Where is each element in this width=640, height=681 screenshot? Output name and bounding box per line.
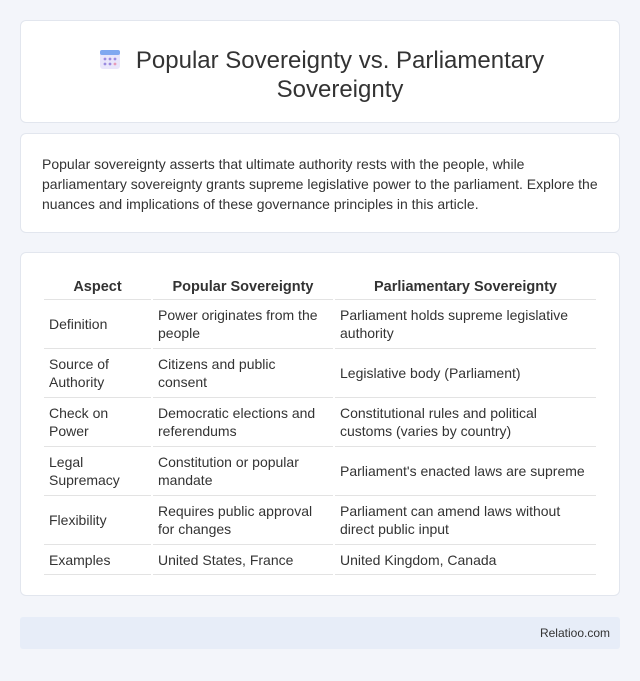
table-cell: Parliament can amend laws without direct public input bbox=[335, 496, 596, 545]
table-row bbox=[44, 349, 596, 398]
comparison-card bbox=[20, 252, 620, 596]
comparison-table bbox=[42, 275, 598, 575]
column-header: Popular Sovereignty bbox=[153, 275, 333, 300]
table-cell: Parliament holds supreme legislative authority bbox=[335, 300, 596, 349]
table-cell: Parliament's enacted laws are supreme bbox=[335, 447, 596, 496]
footer-brand: Relatioo.com bbox=[539, 626, 610, 640]
table-cell: United Kingdom, Canada bbox=[335, 545, 596, 575]
table-row bbox=[44, 545, 596, 575]
intro-text: Popular sovereignty asserts that ultimate authority rests with the people, while parliamentary sovereignty grants supreme legislative power to the parliament. Explore the nuances and implications of these governance principles in this article. bbox=[42, 156, 598, 212]
table-cell: Constitution or popular mandate bbox=[153, 447, 333, 496]
intro-card bbox=[20, 133, 620, 233]
column-header: Aspect bbox=[44, 275, 151, 300]
table-row bbox=[44, 496, 596, 545]
table-cell: Check on Power bbox=[44, 398, 151, 447]
table-header-row bbox=[44, 275, 596, 300]
table-cell: Flexibility bbox=[44, 496, 151, 545]
table-cell: Requires public approval for changes bbox=[153, 496, 333, 545]
table-cell: Democratic elections and referendums bbox=[153, 398, 333, 447]
column-header: Parliamentary Sovereignty bbox=[335, 275, 596, 300]
page-title: Popular Sovereignty vs. Parliamentary Sovereignty bbox=[135, 47, 545, 103]
table-cell: Legislative body (Parliament) bbox=[335, 349, 596, 398]
table-cell: Constitutional rules and political customs (varies by country) bbox=[335, 398, 596, 447]
table-row bbox=[44, 398, 596, 447]
title-card bbox=[20, 20, 620, 123]
table-cell: Power originates from the people bbox=[153, 300, 333, 349]
table-cell: Citizens and public consent bbox=[153, 349, 333, 398]
table-cell: Examples bbox=[44, 545, 151, 575]
table-cell: Source of Authority bbox=[44, 349, 151, 398]
table-row bbox=[44, 300, 596, 349]
table-cell: Legal Supremacy bbox=[44, 447, 151, 496]
footer bbox=[20, 617, 620, 649]
table-cell: Definition bbox=[44, 300, 151, 349]
table-cell: United States, France bbox=[153, 545, 333, 575]
table-row bbox=[44, 447, 596, 496]
